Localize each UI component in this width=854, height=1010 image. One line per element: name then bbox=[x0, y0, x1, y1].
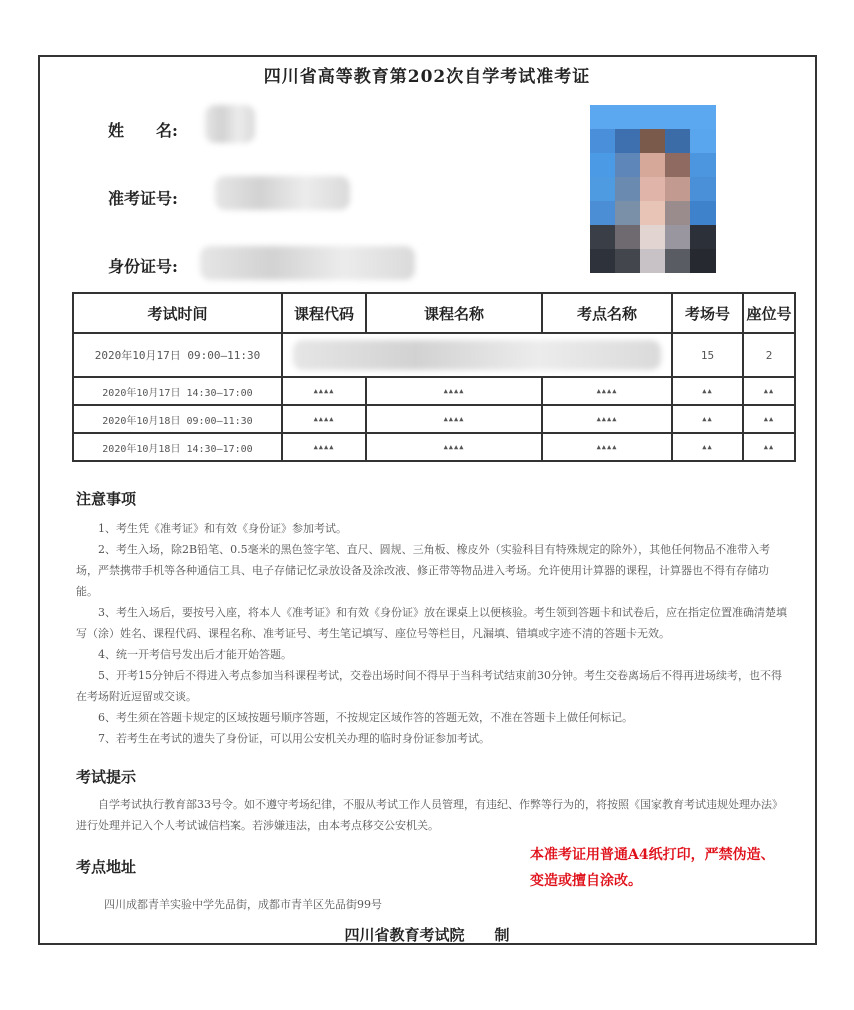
cell-room: 15 bbox=[672, 333, 743, 377]
issuer-footer: 四川省教育考试院 制 bbox=[344, 926, 510, 944]
cell-course: ▲▲▲▲ bbox=[366, 377, 542, 405]
ticket-number-redacted bbox=[215, 176, 350, 210]
cell-time: 2020年10月17日 09:00—11:30 bbox=[73, 333, 282, 377]
cell-room: ▲▲ bbox=[672, 377, 743, 405]
header-course-name: 课程名称 bbox=[366, 293, 542, 333]
cell-seat: 2 bbox=[743, 333, 795, 377]
table-row bbox=[73, 333, 795, 377]
notice-item: 4、统一开考信号发出后才能开始答题。 bbox=[98, 648, 292, 661]
notice-list bbox=[76, 518, 788, 749]
document-title: 四川省高等教育第202次自学考试准考证 bbox=[263, 67, 591, 87]
cell-course: ▲▲▲▲ bbox=[366, 405, 542, 433]
notice-item: 6、考生须在答题卡规定的区域按题号顺序答题，不按规定区域作答的答题无效，不准在答题卡上做任何标记。 bbox=[98, 711, 633, 724]
exam-schedule-table bbox=[72, 292, 796, 462]
name-redacted bbox=[205, 105, 255, 143]
cell-site: ▲▲▲▲ bbox=[542, 405, 672, 433]
header-seat-number: 座位号 bbox=[743, 293, 795, 333]
header-site-name: 考点名称 bbox=[542, 293, 672, 333]
notice-item: 5、开考15分钟后不得进入考点参加当科课程考试，交卷出场时间不得早于当科考试结束前30分钟。考生交卷离场后不得再进场续考，也不得在考场附近逗留或交谈。 bbox=[76, 669, 782, 703]
table-row bbox=[73, 433, 795, 461]
id-number-redacted bbox=[200, 246, 415, 280]
print-warning: 本准考证用普通A4纸打印，严禁伪造、变造或擅自涂改。 bbox=[530, 847, 775, 889]
header-room-number: 考场号 bbox=[672, 293, 743, 333]
cell-room: ▲▲ bbox=[672, 405, 743, 433]
cell-room: ▲▲ bbox=[672, 433, 743, 461]
cell-course: ▲▲▲▲ bbox=[366, 433, 542, 461]
notice-item: 3、考生入场后，要按号入座，将本人《准考证》和有效《身份证》放在课桌上以便核验。考生领到答题卡和试卷后，应在指定位置准确清楚填写（涂）姓名、课程代码、课程名称、准考证号、考生笔记填写、座位号等栏目，凡漏填、错填或字迹不清的答题卡无效。 bbox=[76, 606, 787, 640]
header-course-code: 课程代码 bbox=[282, 293, 366, 333]
ticket-number-label: 准考证号: bbox=[108, 189, 178, 208]
table-row bbox=[73, 377, 795, 405]
site-address: 四川成都青羊实验中学先品街，成都市青羊区先品街99号 bbox=[104, 898, 382, 911]
id-number-label: 身份证号: bbox=[108, 257, 178, 276]
cell-code: ▲▲▲▲ bbox=[282, 377, 366, 405]
tips-text: 自学考试执行教育部33号令。如不遵守考场纪律，不服从考试工作人员管理，有违纪、作弊等行为的，将按照《国家教育考试违规处理办法》进行处理并记入个人考试诚信档案。若涉嫌违法，由本考点移交公安机关。 bbox=[76, 798, 783, 832]
header-exam-time: 考试时间 bbox=[73, 293, 282, 333]
site-address-heading: 考点地址 bbox=[76, 858, 137, 876]
notice-item: 2、考生入场，除2B铅笔、0.5毫米的黑色签字笔、直尺、圆规、三角板、橡皮外（实验科目有特殊规定的除外），其他任何物品不准带入考场，严禁携带手机等各种通信工具、电子存储记忆录放设备及涂改液、修正带等物品进入考场。允许使用计算器的课程，计算器也不得有存储功能。 bbox=[76, 543, 771, 598]
cell-code: ▲▲▲▲ bbox=[282, 433, 366, 461]
notice-heading: 注意事项 bbox=[76, 490, 137, 508]
cell-site: ▲▲▲▲ bbox=[542, 377, 672, 405]
notice-item: 7、若考生在考试的遗失了身份证，可以用公安机关办理的临时身份证参加考试。 bbox=[98, 732, 490, 745]
tips-heading: 考试提示 bbox=[76, 768, 137, 786]
notice-item: 1、考生凭《准考证》和有效《身份证》参加考试。 bbox=[98, 522, 347, 535]
cell-redacted bbox=[282, 333, 672, 377]
cell-code: ▲▲▲▲ bbox=[282, 405, 366, 433]
cell-site: ▲▲▲▲ bbox=[542, 433, 672, 461]
cell-time: 2020年10月17日 14:30—17:00 bbox=[73, 377, 282, 405]
cell-time: 2020年10月18日 14:30—17:00 bbox=[73, 433, 282, 461]
cell-seat: ▲▲ bbox=[743, 405, 795, 433]
table-header-row bbox=[73, 293, 795, 333]
candidate-photo bbox=[590, 105, 716, 273]
cell-time: 2020年10月18日 09:00—11:30 bbox=[73, 405, 282, 433]
name-label: 姓 名: bbox=[108, 121, 178, 140]
table-row bbox=[73, 405, 795, 433]
cell-seat: ▲▲ bbox=[743, 433, 795, 461]
cell-seat: ▲▲ bbox=[743, 377, 795, 405]
